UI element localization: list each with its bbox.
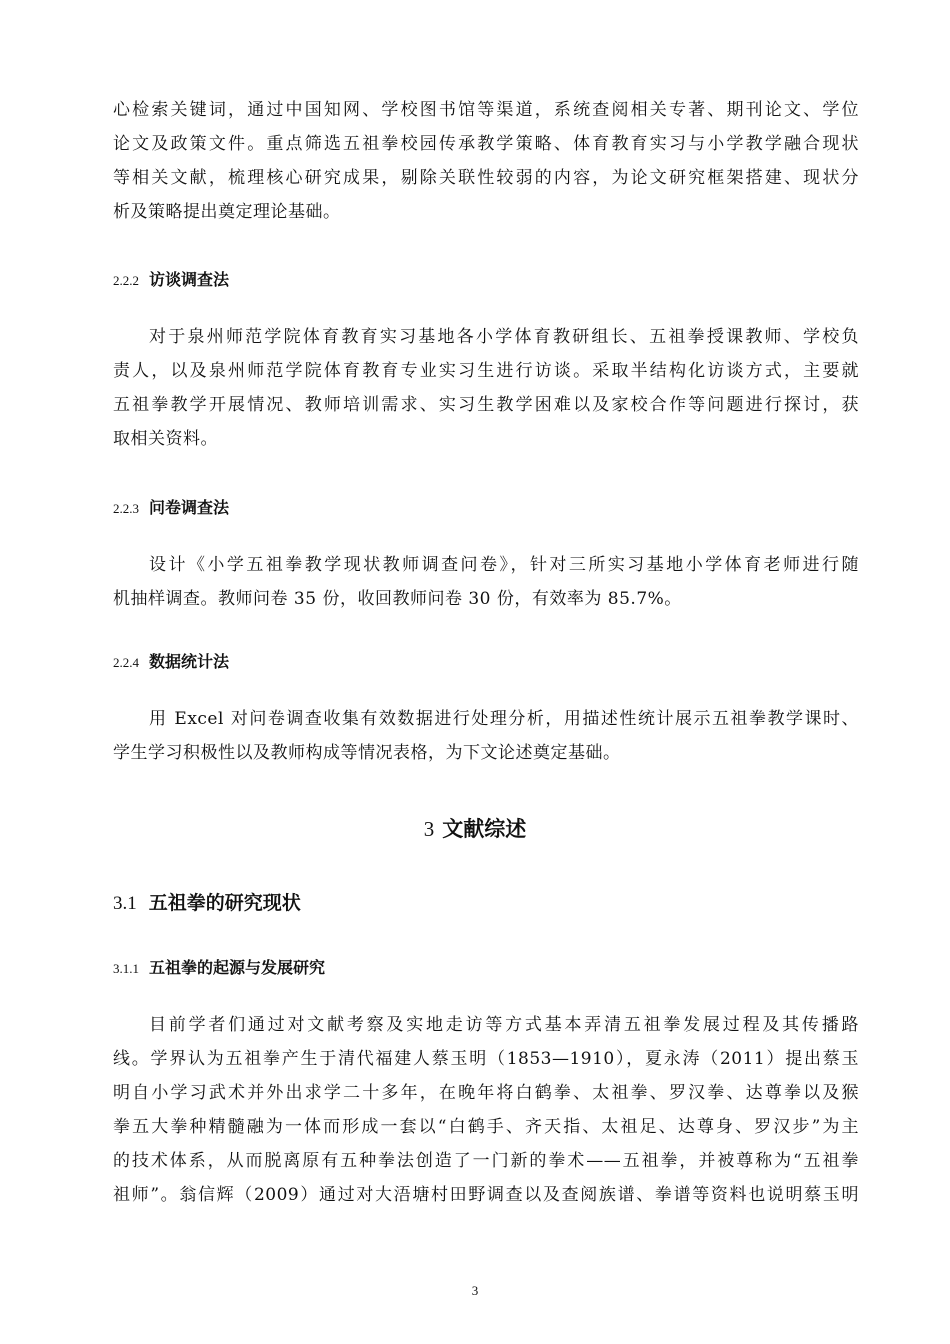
paragraph-line: 机抽样调查。教师问卷 35 份，收回教师问卷 30 份，有效率为 85.7%。: [113, 589, 682, 609]
heading-title: 访谈调查法: [149, 270, 230, 289]
heading-title: 数据统计法: [149, 652, 230, 671]
heading-number: 2.2.4: [113, 655, 139, 670]
section-number: 3.1: [113, 893, 137, 914]
paragraph-line: 明自小学习武术并外出求学二十多年，在晚年将白鹤拳、太祖拳、罗汉拳、达尊拳以及猴: [113, 1083, 859, 1103]
paragraph-line: 的技术体系，从而脱离原有五种拳法创造了一门新的拳术——五祖拳，并被尊称为“五祖拳: [113, 1151, 859, 1171]
heading-2-2-2: [113, 268, 229, 292]
paragraph-line: 拳五大拳种精髓融为一体而形成一套以“白鹤手、齐天指、太祖足、达尊身、罗汉步”为主: [113, 1117, 859, 1137]
heading-2-2-4: [113, 650, 229, 674]
heading-number: 2.2.2: [113, 273, 139, 288]
intro-paragraph: [113, 93, 859, 229]
section-heading-3-1: [113, 888, 301, 918]
statistics-paragraph: [113, 702, 859, 770]
paragraph-line: 目前学者们通过对文献考察及实地走访等方式基本弄清五祖拳发展过程及其传播路: [149, 1015, 859, 1035]
heading-number: 3.1.1: [113, 961, 139, 976]
paragraph-line: 论文及政策文件。重点筛选五祖拳校园传承教学策略、体育教育实习与小学教学融合现状: [113, 134, 859, 154]
interview-paragraph: [113, 320, 859, 456]
chapter-heading: [0, 813, 950, 845]
paragraph-line: 析及策略提出奠定理论基础。: [113, 202, 341, 222]
paragraph-line: 心检索关键词，通过中国知网、学校图书馆等渠道，系统查阅相关专著、期刊论文、学位: [113, 100, 859, 120]
heading-title: 问卷调查法: [149, 498, 230, 517]
chapter-title: 文献综述: [442, 817, 527, 841]
chapter-number: 3: [423, 817, 435, 841]
paragraph-line: 五祖拳教学开展情况、教师培训需求、实习生教学困难以及家校合作等问题进行探讨，获: [113, 395, 859, 415]
page-number: 3: [471, 1283, 479, 1298]
paragraph-line: 学生学习积极性以及教师构成等情况表格，为下文论述奠定基础。: [113, 743, 621, 763]
paragraph-line: 责人，以及泉州师范学院体育教育专业实习生进行访谈。采取半结构化访谈方式，主要就: [113, 361, 859, 381]
origin-paragraph: [113, 1008, 859, 1212]
heading-title: 五祖拳的起源与发展研究: [149, 958, 326, 977]
section-title: 五祖拳的研究现状: [148, 892, 301, 914]
paragraph-line: 取相关资料。: [113, 429, 218, 449]
paragraph-line: 等相关文献，梳理核心研究成果，剔除关联性较弱的内容，为论文研究框架搭建、现状分: [113, 168, 859, 188]
paragraph-line: 用 Excel 对问卷调查收集有效数据进行处理分析，用描述性统计展示五祖拳教学课时、: [149, 709, 859, 729]
heading-2-2-3: [113, 496, 229, 520]
paragraph-line: 设计《小学五祖拳教学现状教师调查问卷》，针对三所实习基地小学体育老师进行随: [149, 555, 859, 575]
paragraph-line: 祖师”。翁信辉（2009）通过对大浯塘村田野调查以及查阅族谱、拳谱等资料也说明蔡玉明: [113, 1185, 859, 1205]
heading-3-1-1: [113, 956, 325, 980]
paragraph-line: 对于泉州师范学院体育教育实习基地各小学体育教研组长、五祖拳授课教师、学校负: [149, 327, 859, 347]
paragraph-line: 线。学界认为五祖拳产生于清代福建人蔡玉明（1853—1910），夏永涛（2011）提出蔡玉: [113, 1049, 859, 1069]
heading-number: 2.2.3: [113, 501, 139, 516]
questionnaire-paragraph: [113, 548, 859, 616]
